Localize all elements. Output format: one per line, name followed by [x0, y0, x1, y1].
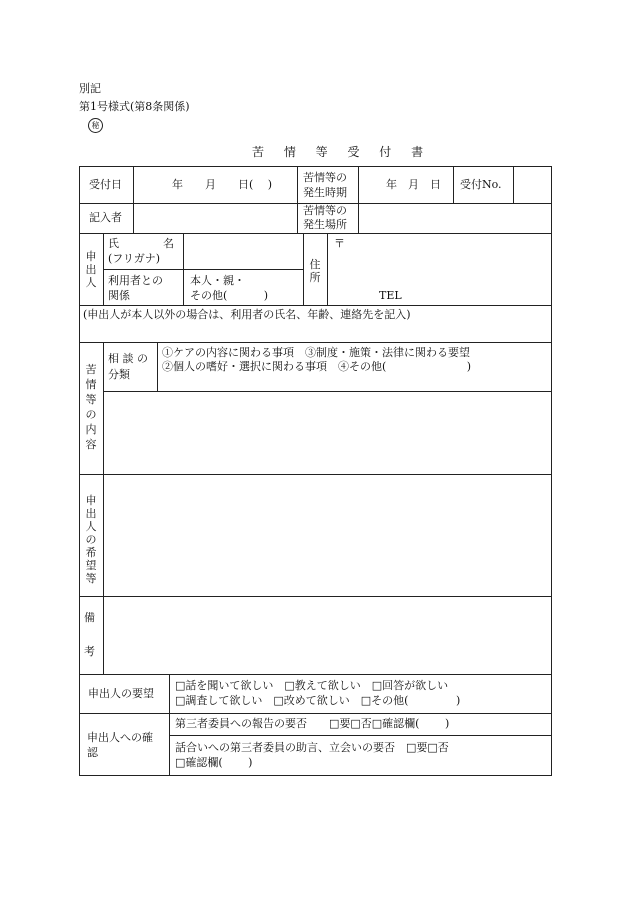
confirm-advice-line[interactable]: 話合いへの第三者委員の助言、立会いの要否 □要□否: [175, 741, 449, 754]
postal-mark: 〒: [334, 237, 345, 250]
relation-options[interactable]: 本人・親・: [190, 274, 245, 287]
relation-label: 利用者との: [108, 274, 163, 287]
occurrence-time-label-2: 発生時期: [303, 186, 347, 199]
page-title: 苦 情 等 受 付 書: [252, 145, 432, 159]
remarks-label-2: 考: [84, 645, 95, 658]
category-label-2: 分類: [108, 368, 130, 381]
remarks-label: 備: [84, 611, 95, 624]
appendix-label: 別記: [79, 82, 101, 95]
applicant-section-label: 申出人: [85, 250, 97, 289]
relation-label-2: 関係: [108, 289, 130, 302]
tel-label: TEL: [379, 289, 402, 302]
form-number: 第1号様式(第8条関係): [79, 100, 190, 113]
content-field[interactable]: [104, 392, 551, 474]
confirm-check-line[interactable]: □確認欄( ): [175, 756, 253, 769]
occurrence-place-label: 苦情等の: [303, 204, 347, 217]
received-date-field[interactable]: 年 月 日( ): [172, 178, 273, 191]
address-label: 住所: [309, 258, 321, 284]
relation-other-field[interactable]: その他( ): [190, 289, 269, 302]
confirm-label-2: 認: [87, 746, 98, 759]
content-section-label: 苦情等の内容: [85, 363, 97, 451]
name-label: 氏 名: [108, 237, 174, 250]
occurrence-time-label: 苦情等の: [303, 171, 347, 184]
wishes-section-label: 申出人の希望等: [85, 494, 97, 585]
receipt-number-field[interactable]: [514, 167, 551, 203]
category-options-line-1[interactable]: ①ケアの内容に関わる事項 ③制度・施策・法律に関わる要望: [162, 346, 470, 359]
occurrence-date-field[interactable]: 年 月 日: [386, 178, 441, 191]
recorder-field[interactable]: [134, 204, 297, 233]
recorder-label: 記入者: [89, 211, 122, 224]
category-label: 相 談 の: [108, 352, 148, 365]
category-options-line-2[interactable]: ②個人の嗜好・選択に関わる事項 ④その他( ): [162, 360, 472, 373]
received-date-label: 受付日: [89, 178, 122, 191]
occurrence-place-field[interactable]: [359, 204, 551, 233]
furigana-label: (フリガナ): [108, 252, 161, 265]
name-field[interactable]: [184, 234, 303, 269]
confirm-report-line[interactable]: 第三者委員への報告の要否 □要□否□確認欄( ): [175, 717, 450, 730]
remarks-field[interactable]: [104, 597, 551, 674]
receipt-number-label: 受付No.: [460, 178, 502, 191]
wishes-field[interactable]: [104, 475, 551, 596]
confirm-label: 申出人への確: [87, 731, 153, 744]
confidential-seal-icon: 秘: [88, 118, 103, 133]
request-options-line-1[interactable]: □話を聞いて欲しい □教えて欲しい □回答が欲しい: [175, 679, 449, 692]
request-options-line-2[interactable]: □調査して欲しい □改めて欲しい □その他( ): [175, 694, 461, 707]
request-label: 申出人の要望: [88, 687, 154, 700]
occurrence-place-label-2: 発生場所: [303, 218, 347, 231]
applicant-note: (申出人が本人以外の場合は、利用者の氏名、年齢、連絡先を記入): [83, 308, 411, 321]
